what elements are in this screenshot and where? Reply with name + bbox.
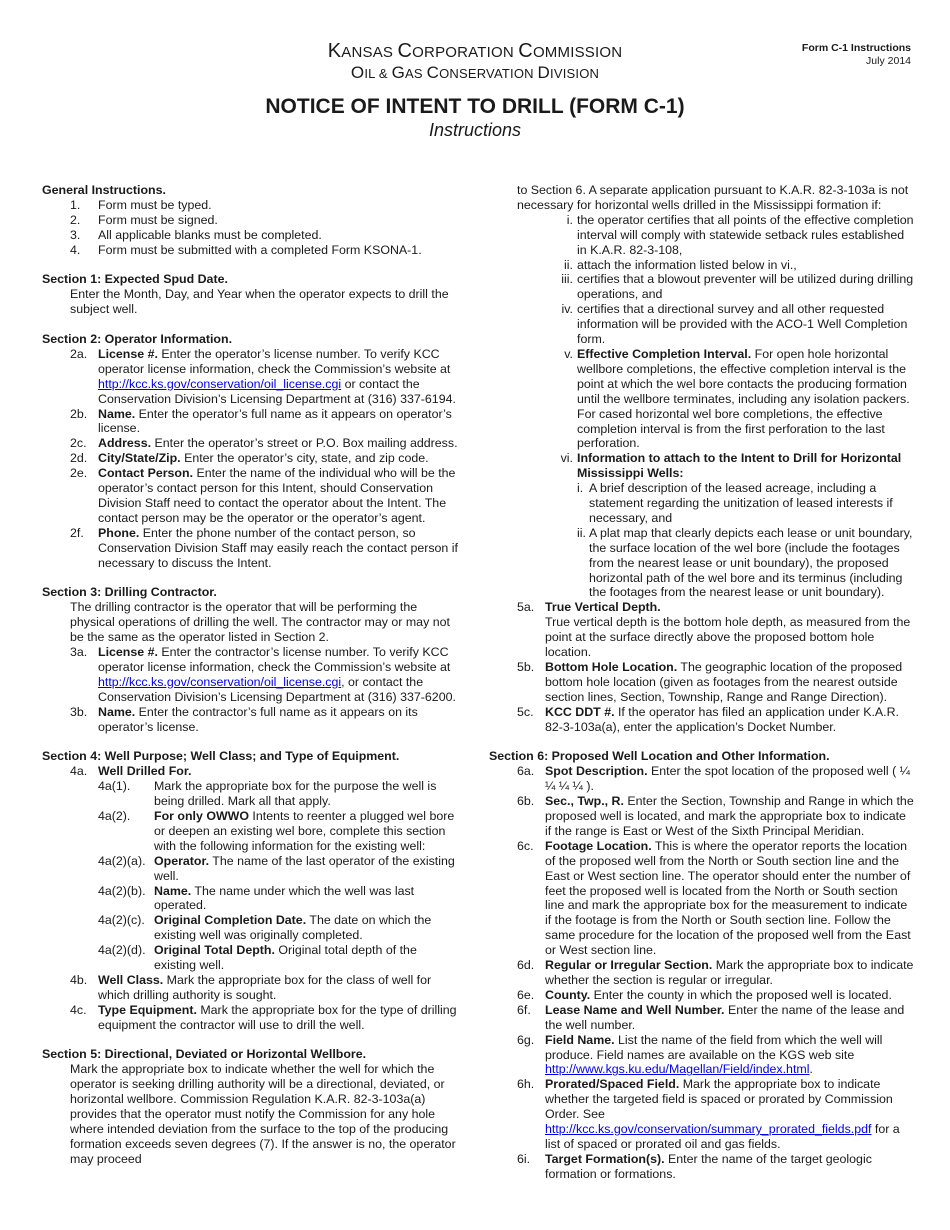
section3-heading: Section 3: Drilling Contractor.	[42, 585, 217, 600]
list-item: 2c. Address. Enter the operator’s street or P.O. Box mailing address.	[70, 436, 458, 451]
list-item: 6i. Target Formation(s). Enter the name of the target geologic formation or formations.	[517, 1151, 872, 1181]
section5-continued: to Section 6. A separate application pursuant to K.A.R. 82-3-103a is not necessary for horizontal wells drilled in the Mississippi formation if:	[517, 183, 909, 212]
section6-list	[517, 764, 914, 1181]
section6-heading: Section 6: Proposed Well Location and Other Information.	[489, 749, 830, 764]
list-item: 4a(2)(b). Name. The name under which the well was last operated.	[98, 883, 415, 913]
form-ref-date: July 2014	[866, 55, 911, 67]
list-item: ii. attach the information listed below in vi.,	[564, 257, 797, 272]
list-item: i. A brief description of the leased acreage, including a statement regarding the unitization of leased interests if necessary, and	[577, 481, 893, 525]
form-reference	[802, 42, 911, 68]
left-column	[42, 183, 462, 1167]
list-item: 5a. True Vertical Depth. True vertical depth is the bottom hole depth, as measured from the point at the surface directly above the proposed bottom hole location.	[517, 600, 911, 660]
kgs-field-link[interactable]: http://www.kgs.ku.edu/Magellan/Field/index.html	[545, 1062, 810, 1077]
section4-heading: Section 4: Well Purpose; Well Class; and Type of Equipment.	[42, 749, 400, 764]
list-item: ii. A plat map that clearly depicts each lease or unit boundary, the surface location of the wel bore (include the footages from the nearest lease or unit boundary), the proposed horizontal path of the wel bore and its terminus (including the footages from the nearest lease or unit boundary).	[577, 525, 913, 600]
agency-name: KANSAS CORPORATION COMMISSION	[327, 40, 623, 62]
list-item: 4c. Type Equipment. Mark the appropriate box for the type of drilling equipment the contractor will use to drill the well.	[70, 1002, 457, 1032]
list-item: 4a(2)(c). Original Completion Date. The date on which the existing well was originally completed.	[98, 913, 432, 943]
list-item: 3. All applicable blanks must be completed.	[70, 227, 322, 242]
list-item: 2b. Name. Enter the operator’s full name as it appears on operator’s license.	[70, 406, 452, 436]
general-list	[70, 198, 462, 258]
list-item: 6g. Field Name. List the name of the field from which the well will produce. Field names are available on the KGS web site http://www.kgs.ku.edu/Magellan/Field/index.html.	[517, 1032, 883, 1077]
prorated-fields-link[interactable]: http://kcc.ks.gov/conservation/summary_prorated_fields.pdf	[545, 1122, 872, 1137]
section5-text: Mark the appropriate box to indicate whether the well for which the operator is seeking drilling authority will be a directional, deviated, or horizontal wellbore. Commission Regulation K.A.R. 82-3-103a(a) provides that the operator must notify the Commission for any hole where intended deviation from the surface to the top of the producing formation exceeds seven degrees (7). If the answer is no, the operator may proceed	[70, 1062, 456, 1166]
section1-text: Enter the Month, Day, and Year when the operator expects to drill the subject well.	[70, 287, 449, 317]
list-item: 4a. Well Drilled For.	[70, 764, 192, 779]
general-heading: General Instructions.	[42, 183, 166, 197]
section3-intro: The drilling contractor is the operator that will be performing the physical operations of drilling the well. The contractor may or may not be the same as the operator listed in Section 2.	[70, 600, 450, 645]
list-item: 4a(1). Mark the appropriate box for the purpose the well is being drilled. Mark all that apply.	[98, 779, 437, 809]
page-subtitle: Instructions	[428, 120, 522, 140]
list-item: iv. certifies that a directional survey and all other requested information will be provided with the ACO-1 Well Completion form.	[561, 302, 908, 347]
list-item: 3a. License #. Enter the contractor’s license number. To verify KCC operator license information, check the Commission’s website at http://kcc.ks.gov/conservation/oil_license.cgi, or contact the Conservation Division’s Licensing Department at (316) 337-6200.	[70, 645, 456, 704]
division-name: OIL & GAS CONSERVATION DIVISION	[350, 63, 600, 82]
list-item: 4. Form must be submitted with a completed Form KSONA-1.	[70, 242, 422, 257]
list-item: 3b. Name. Enter the contractor’s full name as it appears on its operator’s license.	[70, 704, 418, 734]
list-item: 2d. City/State/Zip. Enter the operator’s city, state, and zip code.	[70, 451, 429, 466]
section4-list	[70, 764, 462, 1032]
right-column	[489, 183, 914, 1182]
section3-list	[70, 645, 462, 734]
contractor-license-link[interactable]: http://kcc.ks.gov/conservation/oil_license.cgi	[98, 674, 342, 689]
section5-heading: Section 5: Directional, Deviated or Horizontal Wellbore.	[42, 1047, 367, 1062]
form-ref-title: Form C-1 Instructions	[801, 42, 911, 54]
list-item: 4a(2)(d). Original Total Depth. Original total depth of the existing well.	[98, 943, 417, 973]
list-item: i. the operator certifies that all points of the effective completion interval will comply with statewide setback rules established in K.A.R. 82-3-108,	[566, 212, 914, 257]
list-item: 6a. Spot Description. Enter the spot location of the proposed well ( ¼ ¼ ¼ ¼ ).	[517, 764, 911, 794]
list-item: 4a(2)(a). Operator. The name of the last operator of the existing well.	[98, 853, 455, 883]
section5-conditions	[557, 213, 914, 601]
list-item: 2. Form must be signed.	[70, 212, 218, 227]
list-item: 6e. County. Enter the county in which the proposed well is located.	[517, 987, 892, 1002]
list-item: 4b. Well Class. Mark the appropriate box for the class of well for which drilling authority is sought.	[70, 972, 432, 1002]
list-item: vi. Information to attach to the Intent to Drill for Horizontal Mississippi Wells:	[560, 451, 902, 481]
list-item: 2e. Contact Person. Enter the name of the individual who will be the operator’s contact person for this Intent, should Conservation Division Staff need to contact the operator about the Intent. The contact person may be the operator or the operator’s agent.	[70, 466, 456, 525]
list-item: 5b. Bottom Hole Location. The geographic location of the proposed bottom hole location (given as footages from the nearest outside section lines, Section, Township, Range and Range Direction).	[517, 660, 903, 704]
page-title: NOTICE OF INTENT TO DRILL (FORM C-1)	[265, 95, 685, 118]
list-item: v. Effective Completion Interval. For open hole horizontal wellbore completions, the effective completion interval is the point at which the wel bore contacts the producing formation until the wellbore terminates, including any isolation packers. For cased horizontal wel bore completions, the effective completion interval is from the first perforation to the last perforation.	[564, 346, 910, 451]
section5-list	[517, 600, 914, 734]
list-item: 6f. Lease Name and Well Number. Enter the name of the lease and the well number.	[517, 1002, 905, 1032]
section1-heading: Section 1: Expected Spud Date.	[42, 272, 228, 287]
list-item: iii. certifies that a blowout preventer will be utilized during drilling operations, and	[561, 272, 914, 302]
section2-list	[70, 347, 462, 571]
list-item: 2f. Phone. Enter the phone number of the contact person, so Conservation Division Staff may easily reach the contact person if necessary to discuss the Intent.	[70, 525, 458, 570]
list-item: 1. Form must be typed.	[70, 197, 212, 212]
list-item: 5c. KCC DDT #. If the operator has filed an application under K.A.R. 82-3-103a(a), enter the application’s Docket Number.	[517, 704, 900, 734]
license-lookup-link[interactable]: http://kcc.ks.gov/conservation/oil_license.cgi	[98, 376, 342, 391]
list-item: 6c. Footage Location. This is where the operator reports the location of the proposed well from the North or South section line and the East or West section line. The operator should enter the number of feet the proposed well is located from the North or South section line and mark the appropriate box for the measurement to indicate if the footage is from the North or South section line. Follow the same procedure for the location of the proposed well from the East or West section line.	[517, 838, 911, 958]
list-item: 2a. License #. Enter the operator’s license number. To verify KCC operator license information, check the Commission’s website at http://kcc.ks.gov/conservation/oil_license.cgi or contact the Conservation Division’s Licensing Department at (316) 337-6194.	[70, 346, 456, 406]
list-item: 6h. Prorated/Spaced Field. Mark the appropriate box to indicate whether the targeted field is spaced or prorated by Commission Order. See http://kcc.ks.gov/conservation/summary_prorated_fields.pdf for a list of spaced or prorated oil and gas fields.	[517, 1077, 900, 1151]
section2-heading: Section 2: Operator Information.	[42, 332, 233, 347]
list-item: 4a(2). For only OWWO Intents to reenter a plugged wel bore or deepen an existing wel bore, complete this section with the following information for the existing well:	[98, 809, 455, 853]
list-item: 6d. Regular or Irregular Section. Mark the appropriate box to indicate whether the section is regular or irregular.	[517, 958, 914, 988]
list-item: 6b. Sec., Twp., R. Enter the Section, Township and Range in which the proposed well is located, and mark the appropriate box to indicate if the range is East or West of the Sixth Principal Meridian.	[517, 794, 914, 838]
